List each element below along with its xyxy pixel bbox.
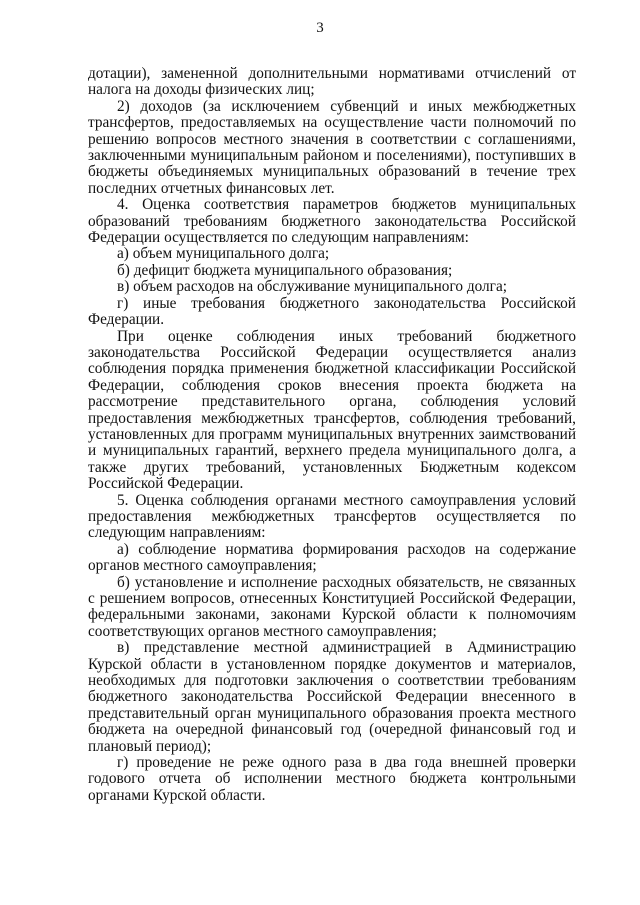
paragraph-item-2: 2) доходов (за исключением субвенций и иных межбюджетных трансфертов, предоставляемых на осуществление части полномочий по решению вопросов местного значения в соответствии с соглашениями, заключенными муниципальным районом и поселениями), поступивших в бюджеты объединяемых муниципальных образований в течение трех последних отчетных финансовых лет. <box>88 97 576 197</box>
paragraph-section-4: 4. Оценка соответствия параметров бюджетов муниципальных образований требованиям бюджетного законодательства Российской Федерации осуществляется по следующим направлениям: <box>88 196 576 247</box>
list-item-v-documents: в) представление местной администрацией в Администрацию Курской области в установленном порядке документов и материалов, необходимых для подготовки заключения о соответствии требованиям бюджетного законодательства Российской Федерации внесенного в представительный орган муниципального образования проекта местного бюджета на очередной финансовый год (очередной финансовый год и плановый период); <box>88 639 576 755</box>
list-item-g-audit: г) проведение не реже одного раза в два года внешней проверки годового отчета об исполнении местного бюджета контрольными органами Курской области. <box>88 754 576 804</box>
paragraph-section-5: 5. Оценка соблюдения органами местного самоуправления условий предоставления межбюджетных трансфертов осуществляется по следующим направлениям: <box>88 491 576 542</box>
paragraph-other-requirements: При оценке соблюдения иных требований бюджетного законодательства Российской Федерации осуществляется анализ соблюдения порядка применения бюджетной классификации Российской Федерации, соблюдения сроков внесения проекта бюджета на рассмотрение представительного органа, соблюдения условий предоставления межбюджетных трансфертов, соблюдения требований, установленных для программ муниципальных внутренних заимствований и муниципальных гарантий, верхнего предела муниципального долга, а также других требований, установленных Бюджетным кодексом Российской Федерации. <box>88 327 576 493</box>
list-item-v-debt-service: в) объем расходов на обслуживание муниципального долга; <box>117 278 507 296</box>
list-item-g-other: г) иные требования бюджетного законодательства Российской Федерации. <box>88 294 576 329</box>
paragraph-continuation: дотации), замененной дополнительными нормативами отчислений от налога на доходы физических лиц; <box>88 65 576 99</box>
page-number: 3 <box>316 20 324 36</box>
list-item-a-norm: а) соблюдение норматива формирования расходов на содержание органов местного самоуправления; <box>88 540 576 575</box>
list-item-a-debt: а) объем муниципального долга; <box>117 245 330 263</box>
list-item-b-deficit: б) дефицит бюджета муниципального образования; <box>117 261 453 279</box>
list-item-b-obligations: б) установление и исполнение расходных обязательств, не связанных с решением вопросов, отнесенных Конституцией Российской Федерации, федеральными законами, законами Курской области к полномочиям соответствующих органов местного самоуправления; <box>88 573 576 640</box>
document-body <box>88 66 576 804</box>
